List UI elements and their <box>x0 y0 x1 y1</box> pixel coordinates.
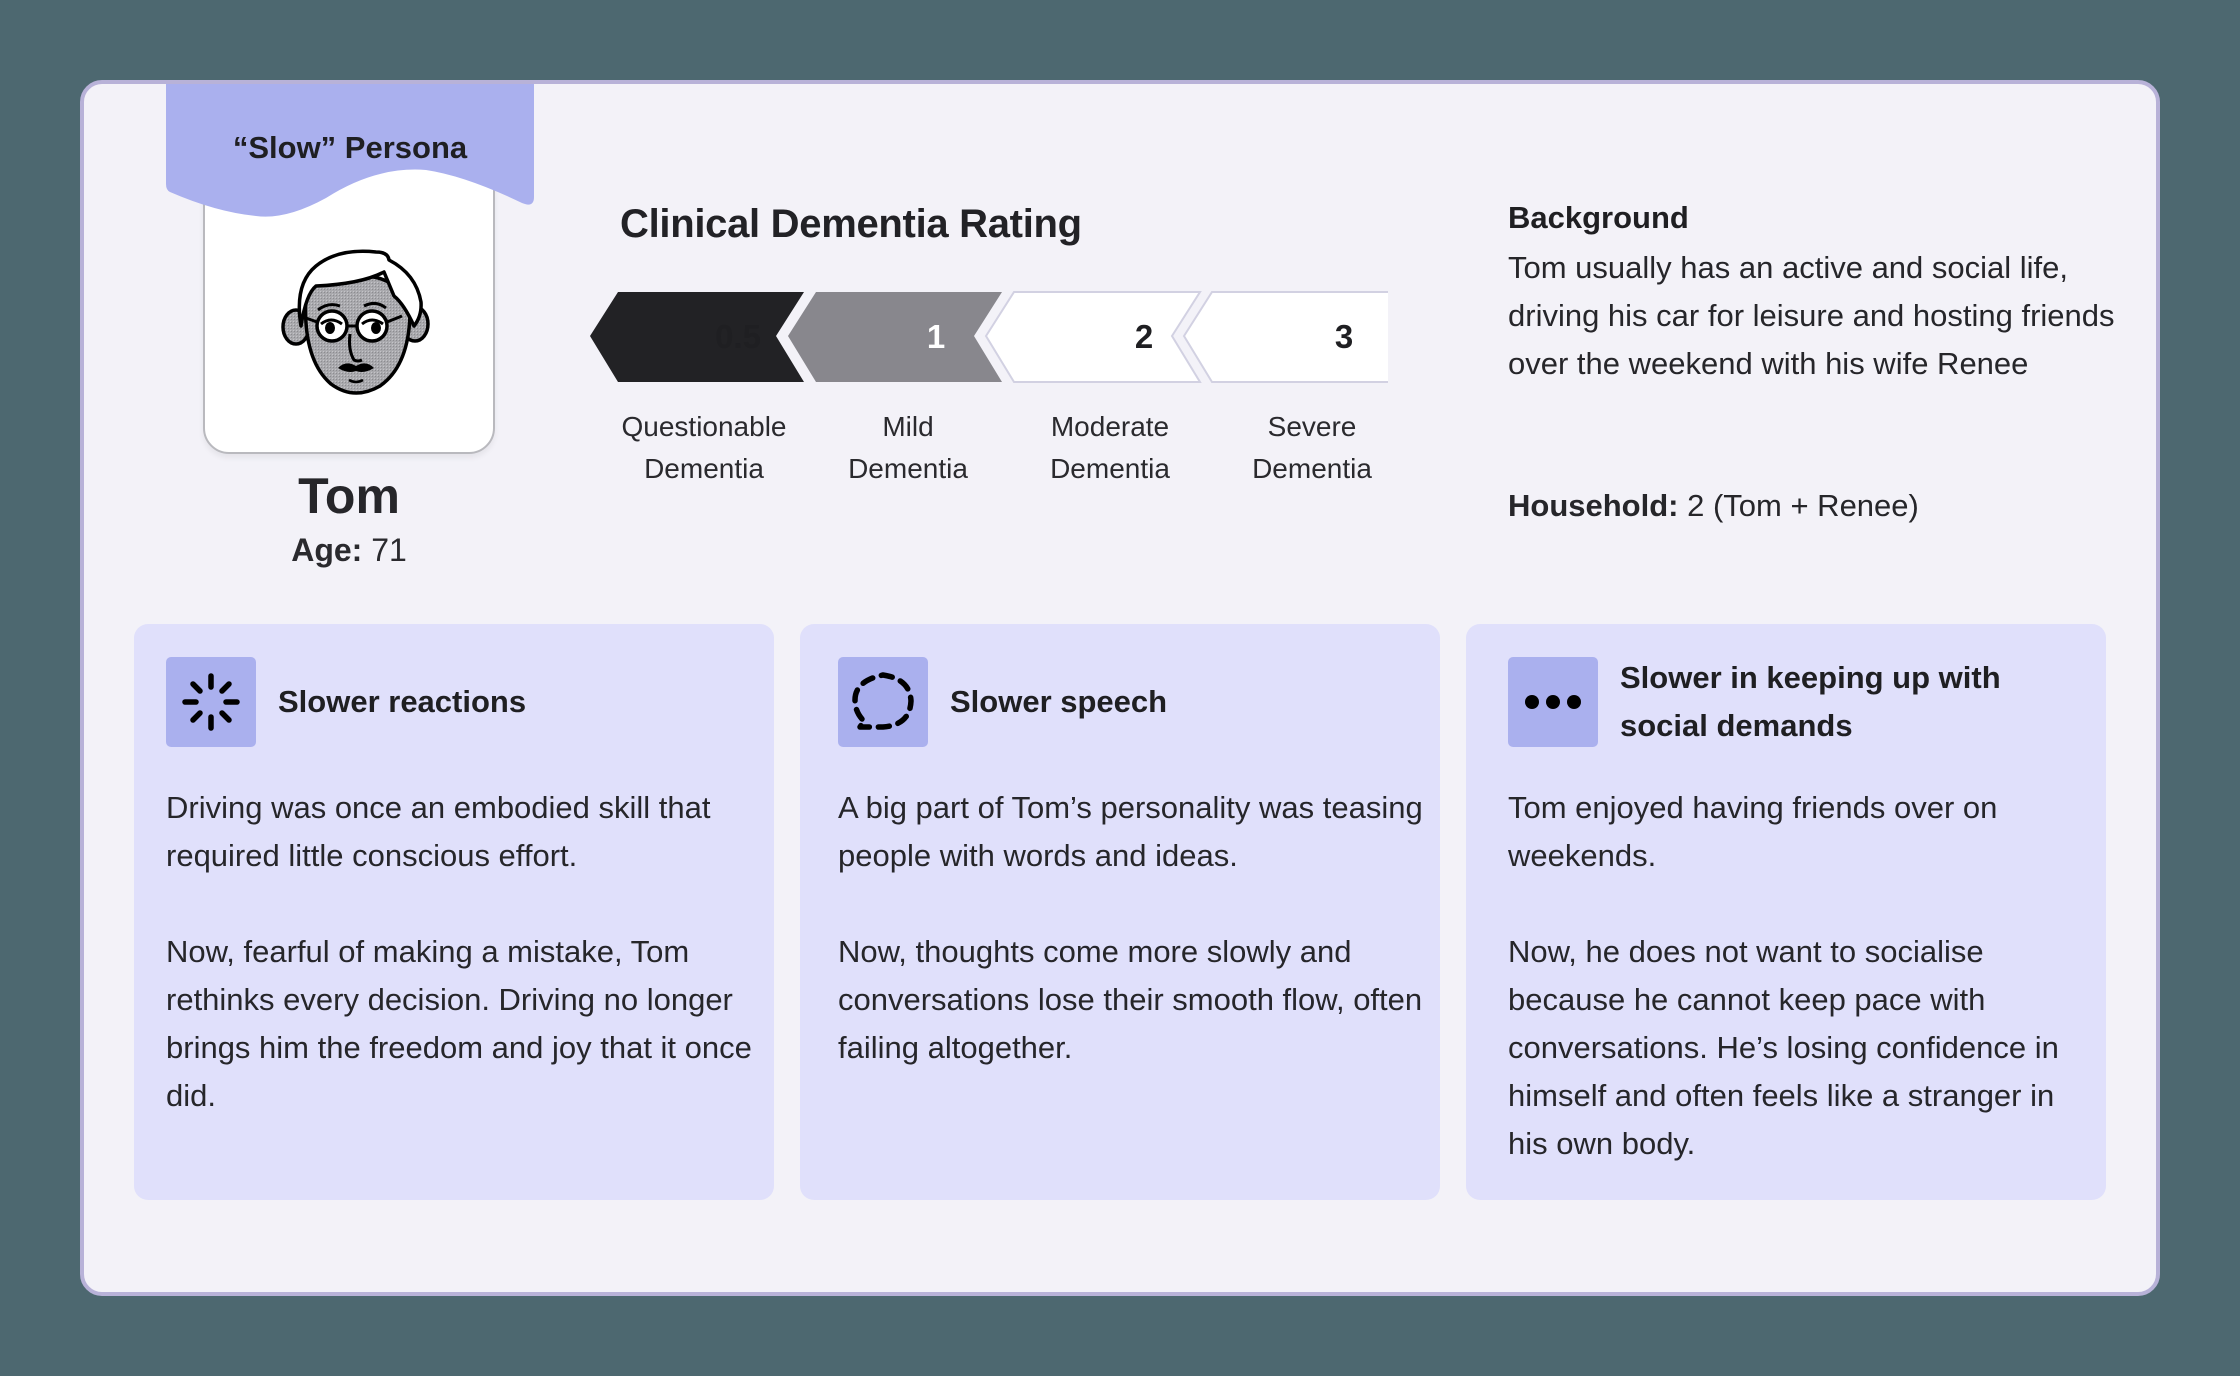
cdr-label-line: Moderate <box>1050 411 1170 442</box>
cdr-value-2: 2 <box>1134 318 1154 355</box>
cdr-label-questionable <box>604 406 804 490</box>
age-value: 71 <box>371 532 407 568</box>
background-text: Tom usually has an active and social life, driving his car for leisure and hosting friends over the weekend with his wife Renee <box>1508 250 2115 381</box>
cdr-value-1: 1 <box>926 318 946 355</box>
cdr-label-line: Questionable <box>621 411 787 442</box>
trait-card-social-demands <box>1466 624 2106 1200</box>
cdr-label-line: Dementia <box>1050 453 1170 484</box>
trait-body <box>1508 784 2098 1216</box>
cdr-label-line: Dementia <box>848 453 968 484</box>
trait-body <box>166 784 756 1168</box>
household-value: 2 (Tom + Renee) <box>1678 488 1919 523</box>
trait-title: Slower in keeping up with social demands <box>1620 660 2001 743</box>
cdr-value-0-5: 0.5 <box>715 318 761 355</box>
age-label: Age: <box>291 532 363 568</box>
persona-name: Tom <box>298 468 400 524</box>
trait-card-slower-speech <box>800 624 1440 1200</box>
loading-spinner-icon <box>166 657 256 747</box>
cdr-label-severe <box>1212 406 1412 490</box>
household-label: Household: <box>1508 488 1679 523</box>
cdr-value-3: 3 <box>1334 318 1354 355</box>
trait-title: Slower reactions <box>278 684 527 719</box>
household-info <box>1508 488 1919 524</box>
persona-age <box>166 532 532 569</box>
cdr-label-mild <box>808 406 1008 490</box>
trait-paragraph: Now, he does not want to socialise because he cannot keep pace with conversations. He’s losing confidence in himself and often feels like a stranger in his own body. <box>1508 934 2059 1161</box>
trait-title: Slower speech <box>950 684 1168 719</box>
trait-card-slower-reactions <box>134 624 774 1200</box>
persona-card <box>80 80 2160 1296</box>
trait-paragraph: Tom enjoyed having friends over on weekends. <box>1508 790 1998 873</box>
cdr-label-moderate <box>1010 406 1210 490</box>
trait-paragraph: Driving was once an embodied skill that required little conscious effort. <box>166 790 711 873</box>
trait-paragraph: Now, fearful of making a mistake, Tom rethinks every decision. Driving no longer brings him the freedom and joy that it once did. <box>166 934 752 1113</box>
trait-paragraph: A big part of Tom’s personality was teasing people with words and ideas. <box>838 790 1423 873</box>
cdr-title: Clinical Dementia Rating <box>620 202 1082 246</box>
persona-banner-label: “Slow” Persona <box>232 130 468 165</box>
background-heading: Background <box>1508 200 1689 235</box>
trait-body <box>838 784 1428 1120</box>
dashed-speech-bubble-icon <box>838 657 928 747</box>
cdr-label-line: Severe <box>1267 411 1357 442</box>
cdr-label-line: Dementia <box>1252 453 1372 484</box>
trait-paragraph: Now, thoughts come more slowly and conversations lose their smooth flow, often failing altogether. <box>838 934 1423 1065</box>
elderly-man-avatar-icon <box>276 244 436 404</box>
cdr-label-line: Mild <box>882 411 934 442</box>
ellipsis-icon <box>1508 657 1598 747</box>
cdr-label-line: Dementia <box>644 453 764 484</box>
